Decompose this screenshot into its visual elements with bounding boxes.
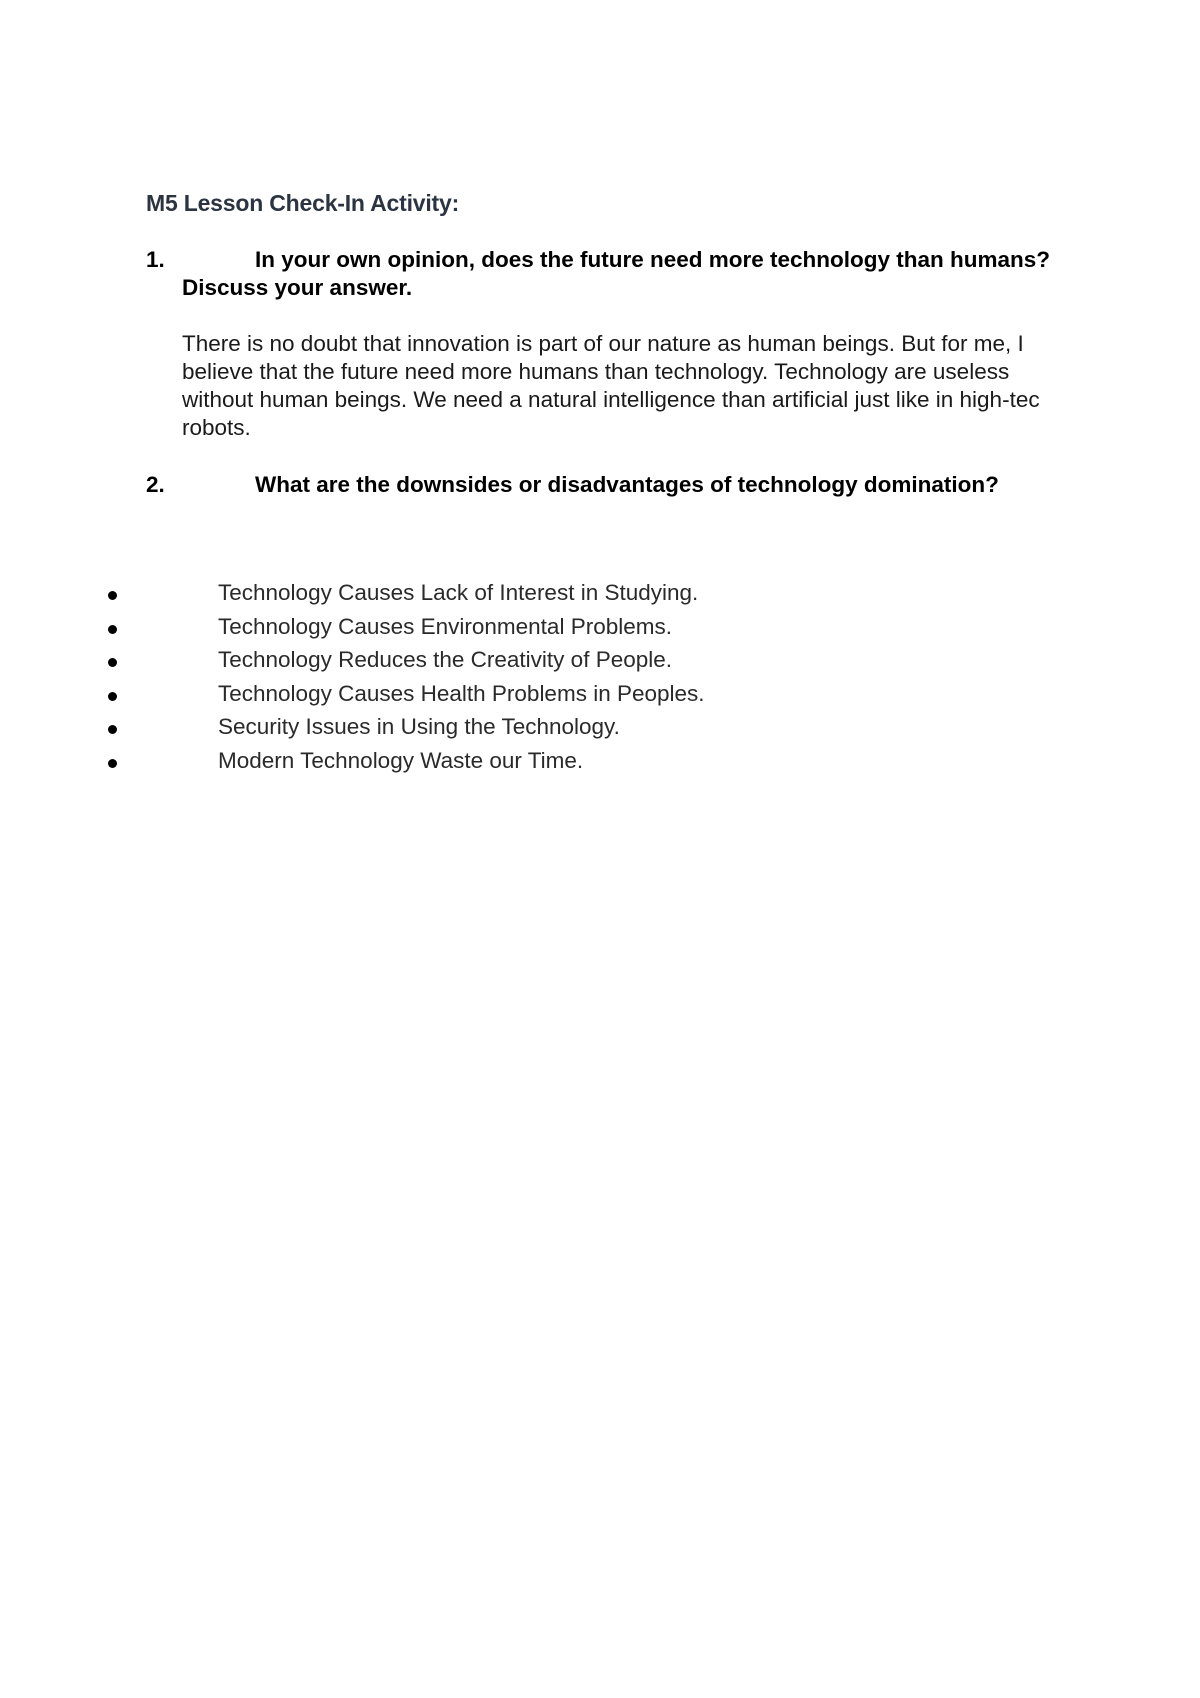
bullet-icon (108, 725, 117, 734)
question-2-text: What are the downsides or disadvantages of technology domination? (255, 472, 999, 497)
question-1 (146, 246, 1066, 302)
list-item-text: Modern Technology Waste our Time. (218, 747, 584, 773)
list-item-text: Technology Causes Lack of Interest in Studying. (218, 580, 699, 605)
list-item (0, 681, 1200, 715)
bullet-icon (108, 692, 117, 701)
list-item (0, 614, 1200, 648)
question-1-answer: There is no doubt that innovation is part of our nature as human beings. But for me, I believe that the future need more humans than technology. Technology are useless without human beings. We need a natural intelligence than artificial just like in high-tec robots. (182, 331, 1040, 440)
list-item (0, 647, 1200, 681)
list-item (0, 748, 1200, 782)
page-title: M5 Lesson Check-In Activity: (146, 190, 460, 216)
disadvantages-list (0, 580, 1200, 782)
question-1-number: 1. (146, 247, 165, 272)
bullet-icon (108, 625, 117, 634)
question-2 (146, 471, 1066, 499)
list-item-text: Technology Causes Health Problems in Peoples. (218, 680, 705, 706)
question-1-text: In your own opinion, does the future need more technology than humans? Discuss your answer. (182, 247, 1051, 300)
list-item-text: Technology Reduces the Creativity of People. (218, 647, 673, 673)
list-item-text: Technology Causes Environmental Problems. (218, 613, 672, 639)
list-item-text: Security Issues in Using the Technology. (218, 714, 620, 740)
bullet-icon (108, 759, 117, 768)
question-2-number: 2. (146, 472, 165, 497)
list-item (0, 714, 1200, 748)
bullet-icon (108, 591, 117, 600)
bullet-icon (108, 658, 117, 667)
list-item (0, 580, 1200, 614)
